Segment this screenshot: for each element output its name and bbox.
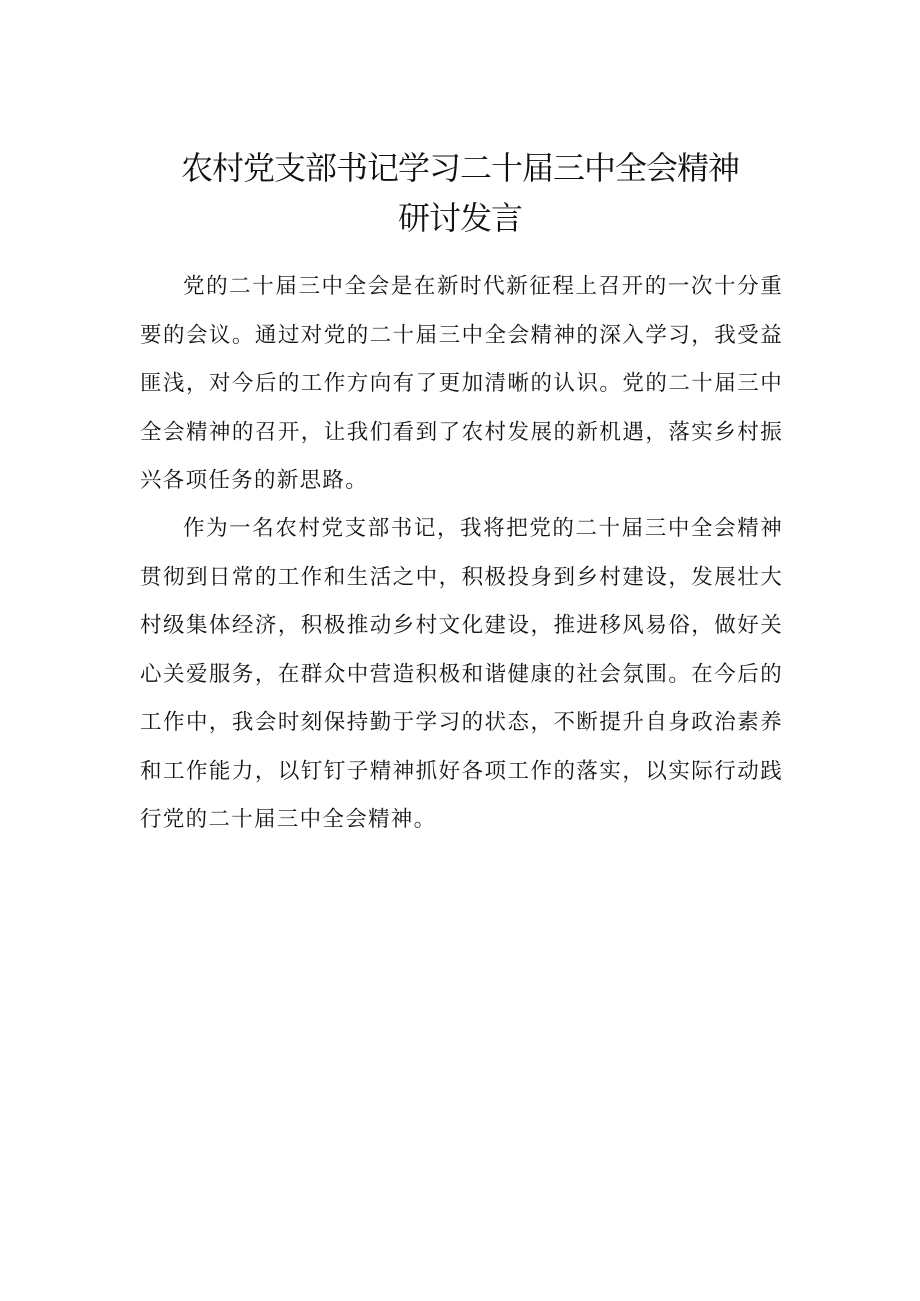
document-subtitle: 研讨发言 [397, 199, 522, 237]
paragraph: 作为一名农村党支部书记，我将把党的二十届三中全会精神贯彻到日常的工作和生活之中，积极投身到乡村建设，发展壮大村级集体经济，积极推动乡村文化建设，推进移风易俗，做好关心关爱服务，在群众中营造积极和谐健康的社会氛围。在今后的工作中，我会时刻保持勤于学习的状态，不断提升自身政治素养和工作能力，以钉钉子精神抓好各项工作的落实，以实际行动践行党的二十届三中全会精神。 [140, 516, 783, 832]
document-title: 农村党支部书记学习二十届三中全会精神 [180, 149, 739, 187]
paragraph: 党的二十届三中全会是在新时代新征程上召开的一次十分重要的会议。通过对党的二十届三中全会精神的深入学习，我受益匪浅，对今后的工作方向有了更加清晰的认识。党的二十届三中全会精神的召开，让我们看到了农村发展的新机遇，落实乡村振兴各项任务的新思路。 [140, 274, 783, 493]
